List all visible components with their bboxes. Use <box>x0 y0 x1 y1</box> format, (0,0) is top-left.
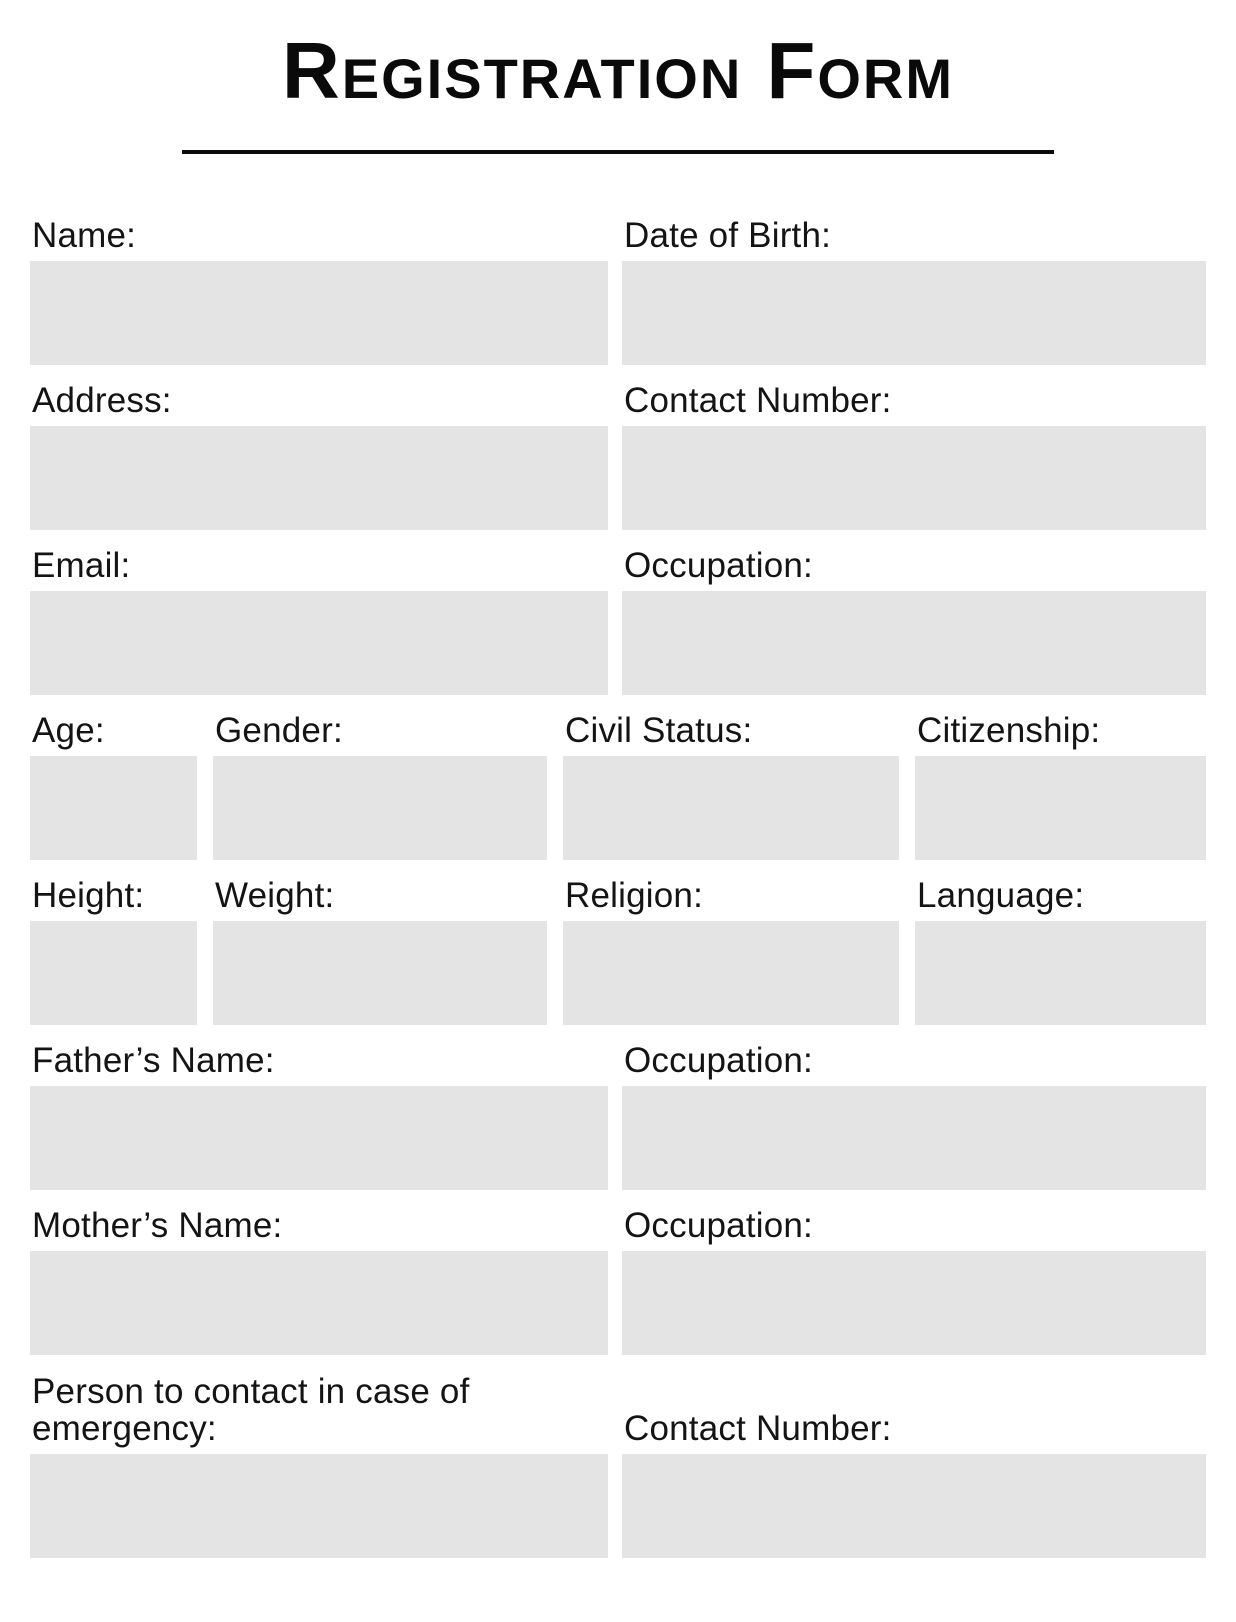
field-weight <box>213 878 547 1025</box>
dob-label: Date of Birth: <box>624 216 832 255</box>
mother-occupation-label: Occupation: <box>624 1206 813 1245</box>
father-occupation-input[interactable] <box>622 1086 1206 1190</box>
mother-name-input[interactable] <box>30 1251 608 1355</box>
language-input[interactable] <box>915 921 1206 1025</box>
page-title: Registration Form <box>281 26 955 115</box>
field-email <box>30 548 608 695</box>
field-name <box>30 218 608 365</box>
field-address <box>30 383 608 530</box>
contact-number-label: Contact Number: <box>624 381 892 420</box>
occupation-input[interactable] <box>622 591 1206 695</box>
name-label: Name: <box>32 216 137 255</box>
field-emergency-number <box>622 1373 1206 1558</box>
field-dob <box>622 218 1206 365</box>
citizenship-input[interactable] <box>915 756 1206 860</box>
row-age-gender-civil-citizenship <box>30 713 1206 860</box>
age-input[interactable] <box>30 756 197 860</box>
emergency-person-label: Person to contact in case of emergency: <box>32 1372 470 1448</box>
field-father-occupation <box>622 1043 1206 1190</box>
address-label: Address: <box>32 381 172 420</box>
civil-status-input[interactable] <box>563 756 899 860</box>
height-label: Height: <box>32 876 145 915</box>
mother-occupation-input[interactable] <box>622 1251 1206 1355</box>
address-input[interactable] <box>30 426 608 530</box>
mother-name-label: Mother’s Name: <box>32 1206 283 1245</box>
field-religion <box>563 878 899 1025</box>
name-input[interactable] <box>30 261 608 365</box>
row-name-dob <box>30 218 1206 365</box>
field-emergency-person <box>30 1373 608 1558</box>
father-occupation-label: Occupation: <box>624 1041 813 1080</box>
emergency-person-input[interactable] <box>30 1454 608 1558</box>
field-mother-name <box>30 1208 608 1355</box>
row-email-occupation <box>30 548 1206 695</box>
age-label: Age: <box>32 711 105 750</box>
row-father <box>30 1043 1206 1190</box>
row-height-weight-religion-language <box>30 878 1206 1025</box>
contact-number-input[interactable] <box>622 426 1206 530</box>
dob-input[interactable] <box>622 261 1206 365</box>
field-father-name <box>30 1043 608 1190</box>
gender-label: Gender: <box>215 711 343 750</box>
field-contact-number <box>622 383 1206 530</box>
language-label: Language: <box>917 876 1085 915</box>
field-citizenship <box>915 713 1206 860</box>
field-language <box>915 878 1206 1025</box>
father-name-input[interactable] <box>30 1086 608 1190</box>
citizenship-label: Citizenship: <box>917 711 1101 750</box>
civil-status-label: Civil Status: <box>565 711 753 750</box>
weight-input[interactable] <box>213 921 547 1025</box>
row-address-contact <box>30 383 1206 530</box>
religion-label: Religion: <box>565 876 703 915</box>
field-civil-status <box>563 713 899 860</box>
email-input[interactable] <box>30 591 608 695</box>
row-emergency <box>30 1373 1206 1558</box>
religion-input[interactable] <box>563 921 899 1025</box>
emergency-number-input[interactable] <box>622 1454 1206 1558</box>
title-underline <box>182 150 1054 154</box>
email-label: Email: <box>32 546 131 585</box>
field-age <box>30 713 197 860</box>
registration-form <box>0 218 1236 1558</box>
field-height <box>30 878 197 1025</box>
weight-label: Weight: <box>215 876 335 915</box>
field-mother-occupation <box>622 1208 1206 1355</box>
father-name-label: Father’s Name: <box>32 1041 275 1080</box>
occupation-label: Occupation: <box>624 546 813 585</box>
gender-input[interactable] <box>213 756 547 860</box>
height-input[interactable] <box>30 921 197 1025</box>
emergency-number-label: Contact Number: <box>624 1409 892 1448</box>
row-mother <box>30 1208 1206 1355</box>
field-occupation <box>622 548 1206 695</box>
field-gender <box>213 713 547 860</box>
